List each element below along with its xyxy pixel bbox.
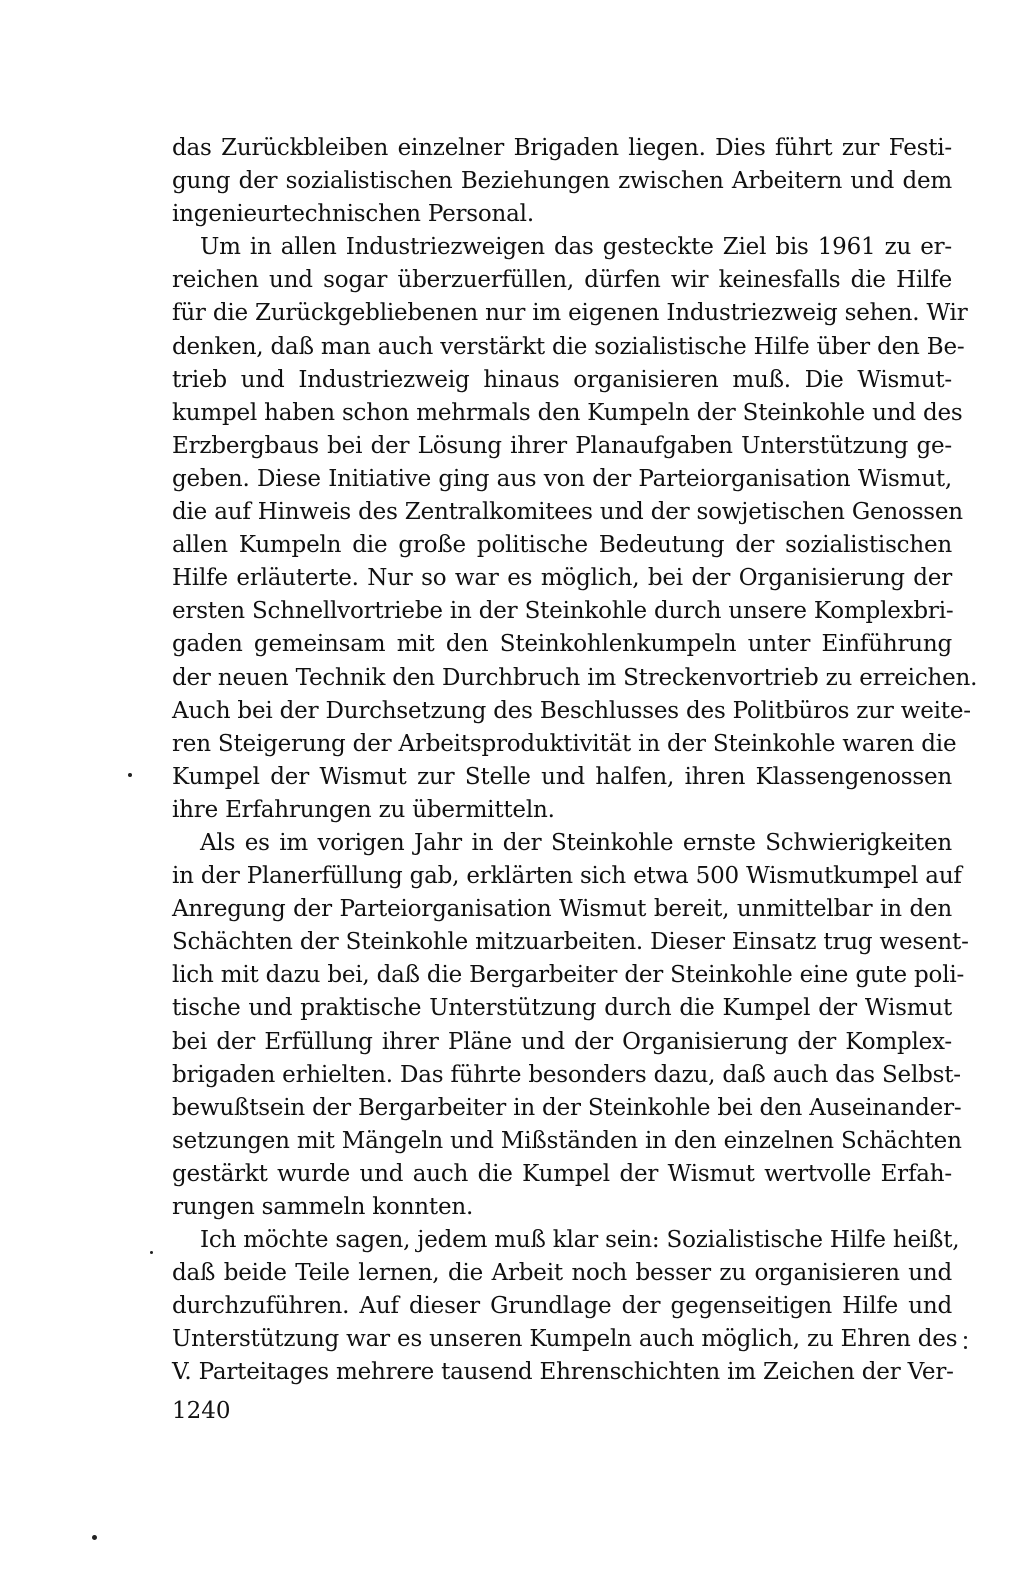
text-line: die auf Hinweis des Zentralkomitees und der sowjetischen Genossen [172,499,963,526]
text-line: setzungen mit Mängeln und Mißständen in den einzelnen Schächten [172,1127,962,1154]
text-line: das Zurückbleiben einzelner Brigaden liegen. Dies führt zur Festi- [172,135,952,161]
text-line: daß beide Teile lernen, die Arbeit noch besser zu organisieren und [172,1260,952,1287]
text-line: geben. Diese Initiative ging aus von der Parteiorganisation Wismut, [172,465,952,492]
text-line: ersten Schnellvortriebe in der Steinkohle durch unsere Komplexbri- [172,598,954,625]
text-line: denken, daß man auch verstärkt die sozialistische Hilfe über den Be- [172,333,965,360]
text-line: gestärkt wurde und auch die Kumpel der Wismut wertvolle Erfah- [172,1160,952,1187]
text-line: gaden gemeinsam mit den Steinkohlenkumpeln unter Einführung [172,631,952,658]
body-text [172,132,978,1390]
text-line: Als es im vorigen Jahr in der Steinkohle ernste Schwierigkeiten [200,829,952,856]
print-speck [150,1251,153,1254]
text-line: trieb und Industriezweig hinaus organisieren muß. Die Wismut- [172,366,952,393]
text-line: allen Kumpeln die große politische Bedeutung der sozialistischen [172,532,952,559]
text-line: lich mit dazu bei, daß die Bergarbeiter der Steinkohle eine gute poli- [172,962,965,989]
print-speck [964,1336,967,1339]
text-line: durchzuführen. Auf dieser Grundlage der gegenseitigen Hilfe und [172,1293,952,1320]
text-line: brigaden erhielten. Das führte besonders dazu, daß auch das Selbst- [172,1061,961,1088]
text-line: ihre Erfahrungen zu übermitteln. [172,796,555,823]
text-line: Erzbergbaus bei der Lösung ihrer Planaufgaben Unterstützung ge- [172,432,952,459]
print-speck [964,1346,967,1349]
text-line: Unterstützung war es unseren Kumpeln auch möglich, zu Ehren des [172,1326,958,1353]
text-line: bei der Erfüllung ihrer Pläne und der Organisierung der Komplex- [172,1028,952,1055]
text-line: gung der sozialistischen Beziehungen zwischen Arbeitern und dem [172,168,952,195]
text-line: tische und praktische Unterstützung durch die Kumpel der Wismut [172,995,952,1022]
text-line: ren Steigerung der Arbeitsproduktivität in der Steinkohle waren die [172,730,957,757]
text-line: reichen und sogar überzuerfüllen, dürfen wir keinesfalls die Hilfe [172,267,952,294]
print-speck [128,773,132,777]
text-line: in der Planerfüllung gab, erklärten sich etwa 500 Wismutkumpel auf [172,863,962,890]
text-line: der neuen Technik den Durchbruch im Streckenvortrieb zu erreichen. [172,664,978,691]
text-line: bewußtsein der Bergarbeiter in der Steinkohle bei den Auseinander- [172,1094,962,1121]
text-line: für die Zurückgebliebenen nur im eigenen Industriezweig sehen. Wir [172,300,968,327]
text-line: ingenieurtechnischen Personal. [172,201,534,228]
print-speck [92,1535,97,1540]
page-number: 1240 [172,1398,231,1424]
text-line: kumpel haben schon mehrmals den Kumpeln der Steinkohle und des [172,399,963,426]
text-line: Um in allen Industriezweigen das gesteckte Ziel bis 1961 zu er- [200,234,952,261]
text-line: V. Parteitages mehrere tausend Ehrenschichten im Zeichen der Ver- [172,1359,954,1386]
text-line: Ich möchte sagen, jedem muß klar sein: Sozialistische Hilfe heißt, [200,1227,960,1254]
text-line: Anregung der Parteiorganisation Wismut bereit, unmittelbar in den [172,896,952,923]
text-line: rungen sammeln konnten. [172,1194,474,1220]
text-line: Kumpel der Wismut zur Stelle und halfen, ihren Klassengenossen [172,763,952,790]
text-line: Hilfe erläuterte. Nur so war es möglich, bei der Organisierung der [172,565,952,592]
text-line: Auch bei der Durchsetzung des Beschlusses des Politbüros zur weite- [172,697,971,724]
text-line: Schächten der Steinkohle mitzuarbeiten. Dieser Einsatz trug wesent- [172,929,969,956]
